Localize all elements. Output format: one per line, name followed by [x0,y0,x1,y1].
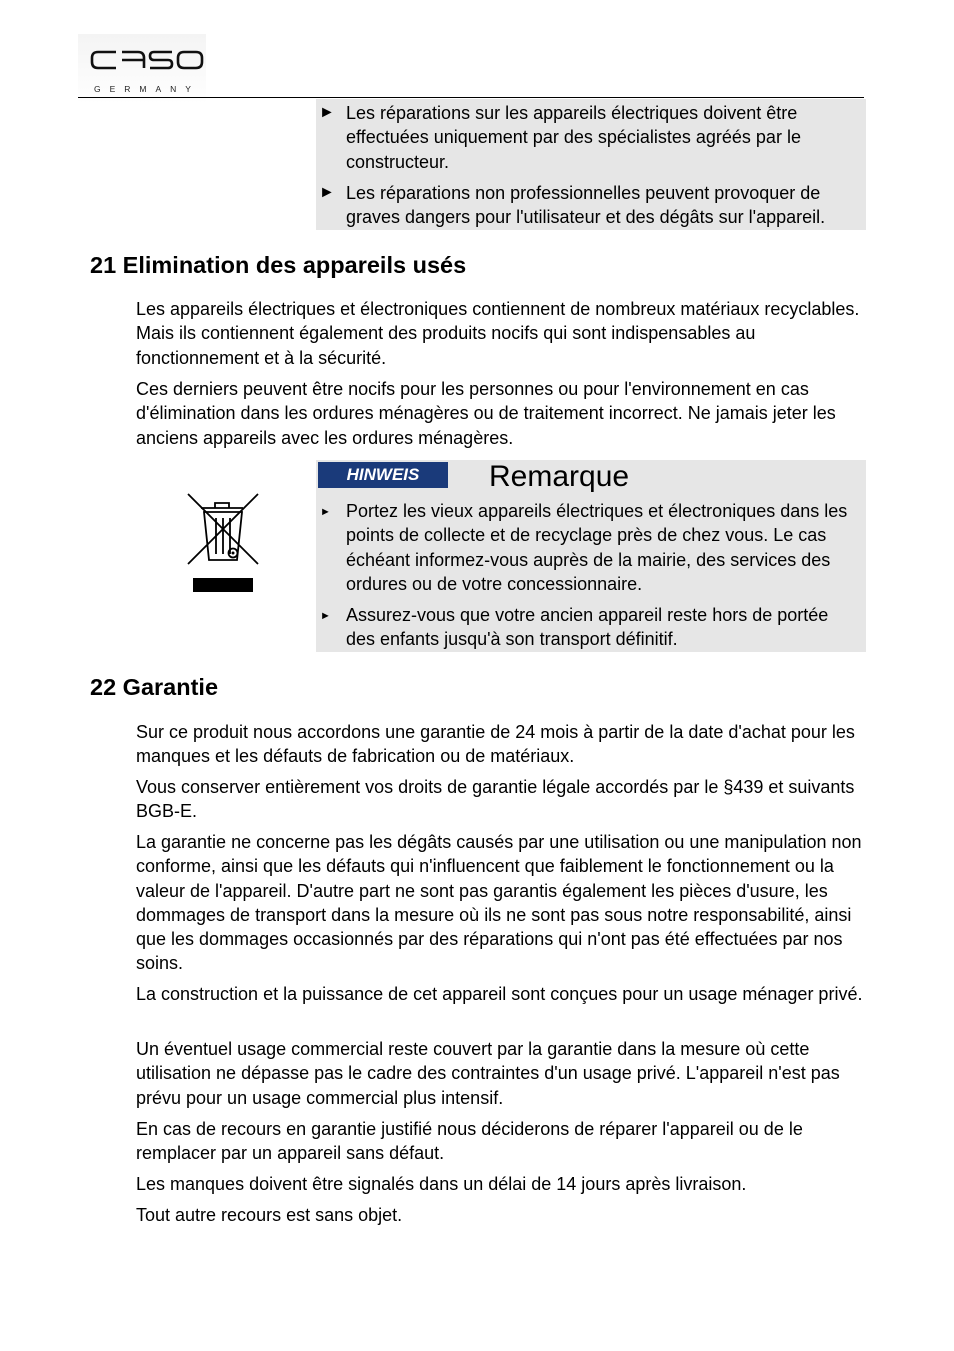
note-bullet-text: Assurez-vous que votre ancien appareil reste hors de portée des enfants jusqu'à son transport définitif. [346,605,829,650]
note-bullet-2 [320,603,862,652]
note-title: Remarque [489,460,630,493]
caso-logo-mark [78,34,206,104]
section-22-paragraph-6: En cas de recours en garantie justifié nous déciderons de réparer l'appareil ou de le remplacer par un appareil sans défaut. [136,1119,803,1164]
section-21-paragraph-1: Les appareils électriques et électroniques contiennent de nombreux matériaux recyclables. Mais ils contiennent également des produits nocifs qui sont indispensables au fonctionnement et à la sécurité. [136,299,860,368]
note-bullet-1 [320,499,862,597]
warning-bullet-text: Les réparations non professionnelles peuvent provoquer de graves dangers pour l'utilisateur et des dégâts sur l'appareil. [346,183,826,228]
triangle-bullet-icon: ► [319,104,335,121]
section-22-paragraph-5: Un éventuel usage commercial reste couvert par la garantie dans la mesure où cette utilisation ne dépasse pas le cadre des contraintes d'un usage privé. L'appareil n'est pas prévu pour un usage commercial plus intensif. [136,1039,840,1108]
section-22-paragraph-8: Tout autre recours est sans objet. [136,1205,403,1225]
section-21-title: 21 Elimination des appareils usés [90,252,467,278]
section-22-paragraph-1: Sur ce produit nous accordons une garantie de 24 mois à partir de la date d'achat pour les manques et les défauts de fabrication ou de matériaux. [136,722,855,767]
triangle-bullet-icon: ► [320,610,331,622]
warning-bullet-text: Les réparations sur les appareils électriques doivent être effectuées uniquement par des spécialistes agréés par le constructeur. [346,103,801,172]
warning-bullet-2 [319,181,862,230]
header-rule [78,97,864,98]
warning-bullet-1 [319,101,862,174]
crossed-out-wheelie-bin-icon [185,490,261,596]
caso-logo [78,34,206,104]
section-22-paragraph-3: La garantie ne concerne pas les dégâts causés par une utilisation ou une manipulation non conforme, ainsi que les défauts qui n'influencent que faiblement le fonctionnement ou la valeur de l'appareil. D'autre part ne sont pas garantis également les pièces d'usure, les dommages de transport dans la mesure où ils ne sont pas sous notre responsabilité, ainsi que les dommages occasionnés par des réparations qui n'ont pas été effectuées par nos soins. [136,832,862,974]
section-22-paragraph-7: Les manques doivent être signalés dans un délai de 14 jours après livraison. [136,1174,747,1194]
brand-sub: GERMANY [94,84,200,94]
section-21-paragraph-2: Ces derniers peuvent être nocifs pour les personnes ou pour l'environnement en cas d'élimination dans les ordures ménagères ou de traitement incorrect. Ne jamais jeter les anciens appareils avec les ordures ménagères. [136,379,836,448]
section-22-paragraph-4: La construction et la puissance de cet appareil sont conçues pour un usage ménager privé. [136,984,863,1004]
section-22-paragraph-2: Vous conserver entièrement vos droits de garantie légale accordés par le §439 et suivants BGB-E. [136,777,855,822]
note-bullet-text: Portez les vieux appareils électriques et électroniques dans les points de collecte et de recyclage près de chez vous. Le cas échéant informez-vous auprès de la mairie, des services des ordures ou de votre concessionnaire. [346,501,848,595]
section-22-title: 22 Garantie [90,674,219,700]
triangle-bullet-icon: ► [320,506,331,518]
triangle-bullet-icon: ► [319,184,335,201]
hinweis-badge: HINWEIS [318,462,448,488]
